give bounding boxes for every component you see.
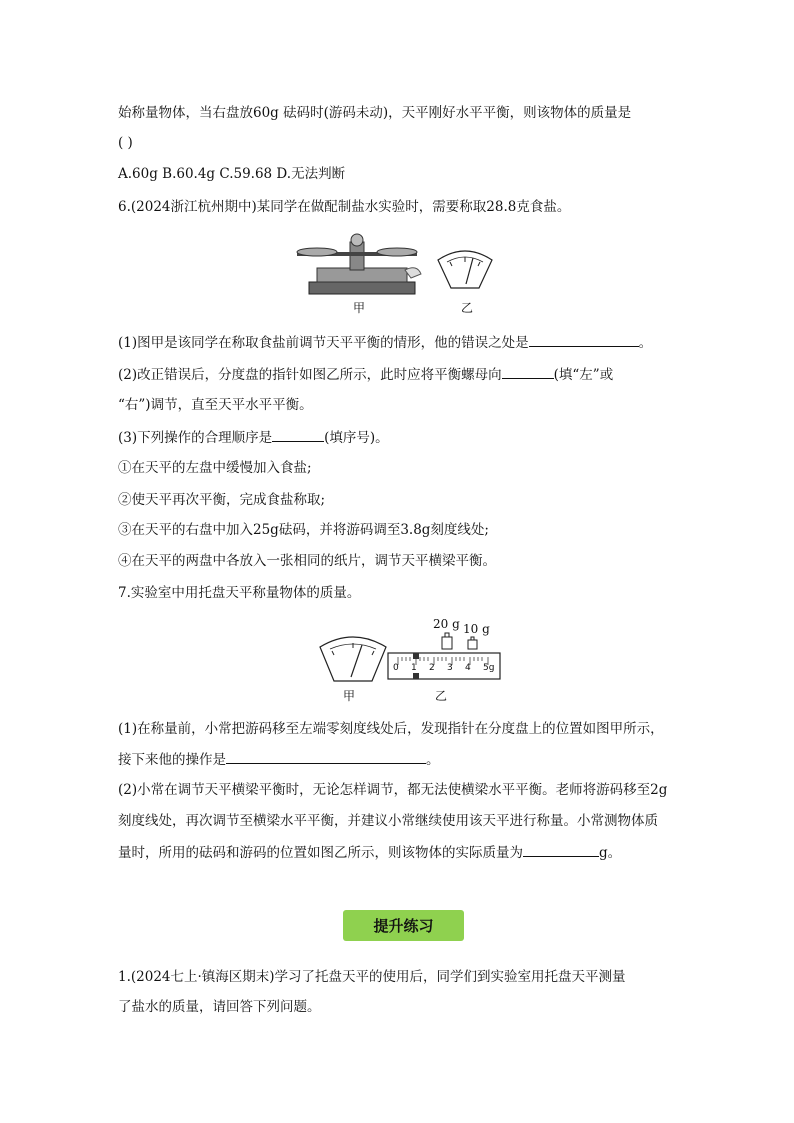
question-6-3 <box>118 427 389 448</box>
q7-1b-end: 。 <box>426 752 440 768</box>
weight-label-10g: 10 g <box>463 622 490 636</box>
question-6-1 <box>118 332 652 353</box>
choice-options: A.60g B.60.4g C.59.68 D.无法判断 <box>118 166 346 182</box>
tick-label: 4 <box>465 663 471 673</box>
tick-label: 1 <box>411 663 417 673</box>
question-6-2b: “右”)调节，直至天平水平平衡。 <box>118 397 313 413</box>
question-7-2c <box>118 842 621 863</box>
tick-label: 5g <box>483 663 495 673</box>
balance-figure-1 <box>295 232 505 298</box>
question-7-2: (2)小常在调节天平横梁平衡时，无论怎样调节，都无法使横梁水平平衡。老师将游码移至2g <box>118 782 668 798</box>
q6-3-end: (填序号)。 <box>324 430 389 446</box>
question-7-1: (1)在称量前，小常把游码移至左端零刻度线处后，发现指针在分度盘上的位置如图甲所示， <box>118 721 664 737</box>
question-6: 6.(2024浙江杭州期中)某同学在做配制盐水实验时，需要称取28.8克食盐。 <box>118 199 571 215</box>
tick-label: 2 <box>429 663 435 673</box>
section-title-badge: 提升练习 <box>343 910 464 941</box>
caption-a: 甲 <box>343 689 356 703</box>
question-6-2 <box>118 364 613 385</box>
q7-2c-end: g。 <box>599 845 622 861</box>
answer-blank[interactable] <box>523 842 599 857</box>
q6-3-text: (3)下列操作的合理顺序是 <box>118 430 273 446</box>
tick-label: 0 <box>393 663 399 673</box>
weight-label-20g: 20 g <box>433 617 460 631</box>
practice-question-1b: 了盐水的质量，请回答下列问题。 <box>118 999 321 1015</box>
question-7: 7.实验室中用托盘天平称量物体的质量。 <box>118 585 361 601</box>
step-4: ④在天平的两盘中各放入一张相同的纸片，调节天平横梁平衡。 <box>118 553 496 569</box>
q7-2c-text: 量时，所用的砝码和游码的位置如图乙所示，则该物体的实际质量为 <box>118 845 523 861</box>
step-2: ②使天平再次平衡，完成食盐称取; <box>118 492 326 508</box>
answer-blank[interactable] <box>226 749 426 764</box>
practice-question-1: 1.(2024七上·镇海区期末)学习了托盘天平的使用后，同学们到实验室用托盘天平测量 <box>118 969 626 985</box>
answer-blank[interactable] <box>529 332 639 347</box>
q6-2-text: (2)改正错误后，分度盘的指针如图乙所示，此时应将平衡螺母向 <box>118 367 502 383</box>
tick-label: 3 <box>447 663 453 673</box>
answer-bracket: ( ) <box>118 135 133 151</box>
caption-a: 甲 <box>353 301 366 315</box>
step-1: ①在天平的左盘中缓慢加入食盐; <box>118 460 312 476</box>
answer-blank[interactable] <box>272 427 324 442</box>
caption-b: 乙 <box>461 301 474 315</box>
q6-2-end: (填“左”或 <box>553 367 614 383</box>
question-7-2b: 刻度线处，再次调节至横梁水平平衡，并建议小常继续使用该天平进行称量。小常测物体质 <box>118 813 658 829</box>
q6-1-text: (1)图甲是该同学在称取食盐前调节天平平衡的情形，他的错误之处是 <box>118 335 529 351</box>
q6-1-end: 。 <box>638 335 653 351</box>
q7-1b-text: 接下来他的操作是 <box>118 752 226 768</box>
answer-blank[interactable] <box>502 364 554 379</box>
text-line: 始称量物体，当右盘放60g 砝码时(游码未动)，天平刚好水平平衡，则该物体的质量是 <box>118 105 632 121</box>
caption-b: 乙 <box>435 689 448 703</box>
step-3: ③在天平的右盘中加入25g砝码，并将游码调至3.8g刻度线处; <box>118 522 489 538</box>
question-7-1b <box>118 749 440 770</box>
